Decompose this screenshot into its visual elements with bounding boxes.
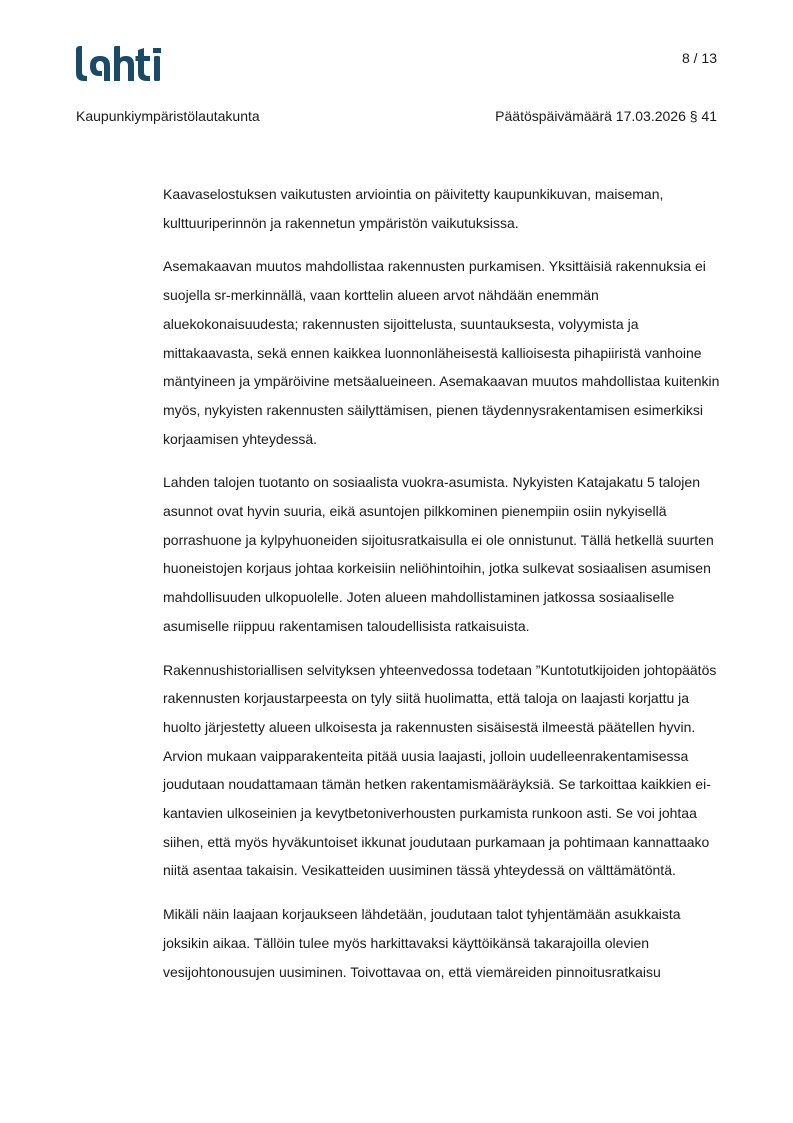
page-number: 8 / 13 [681, 50, 717, 66]
decision-date: Päätöspäivämäärä 17.03.2026 § 41 [495, 108, 717, 124]
paragraph: Rakennushistoriallisen selvityksen yhteenvedossa todetaan ”Kuntotutkijoiden johtopäätös rakennusten korjaustarpeesta on tyly siitä huolimatta, että taloja on laajasti korjattu ja huolto järjestetty alueen ulkoisesta ja rakennusten sisäisestä ilmeestä päätellen hyvin. Arvion mukaan vaipparakenteita pitää uusia laajasti, jolloin uudelleenrakentamisessa joudutaan noudattamaan tämän hetken rakentamismääräyksiä. Se tarkoittaa kaikkien ei-kantavien ulkoseinien ja kevytbetoniverhousten purkamista runkoon asti. Se voi johtaa siihen, että myös hyväkuntoiset ikkunat joudutaan purkamaan ja pohtimaan kannattaako niitä asentaa takaisin. Vesikatteiden uusiminen tässä yhteydessä on välttämätöntä. [163, 661, 717, 879]
paragraph: Lahden talojen tuotanto on sosiaalista vuokra-asumista. Nykyisten Katajakatu 5 talojen asunnot ovat hyvin suuria, eikä asuntojen pilkkominen pienempiin osiin nykyisellä porrashuone ja kylpyhuoneiden sijoitusratkaisulla ei ole onnistunut. Tällä hetkellä suurten huoneistojen korjaus johtaa korkeisiin neliöhintoihin, jotka sulkevat sosiaalisen asumisen mahdollisuuden ulkopuolelle. Joten alueen mahdollistaminen jatkossa sosiaaliselle asumiselle riippuu rakentamisen taloudellisista ratkaisuista. [163, 474, 714, 634]
paragraph: Kaavaselostuksen vaikutusten arviointia on päivitetty kaupunkikuvan, maiseman, kulttuuriperinnön ja rakennetun ympäristön vaikutuksissa. [163, 186, 664, 231]
document-header [76, 108, 717, 124]
lahti-logo [76, 46, 168, 82]
document-body [163, 180, 728, 1001]
committee-name: Kaupunkiympäristölautakunta [76, 108, 260, 124]
paragraph: Asemakaavan muutos mahdollistaa rakennusten purkamisen. Yksittäisiä rakennuksia ei suojella sr-merkinnällä, vaan korttelin alueen arvot nähdään enemmän aluekokonaisuudesta; rakennusten sijoittelusta, suuntauksesta, volyymista ja mittakaavasta, sekä ennen kaikkea luonnonläheisestä kallioisesta pihapiiristä vanhoine mäntyineen ja ympäröivine metsäalueineen. Asemakaavan muutos mahdollistaa kuitenkin myös, nykyisten rakennusten säilyttämisen, pienen täydennysrakentamisen esimerkiksi korjaamisen yhteydessä. [163, 258, 720, 447]
paragraph: Mikäli näin laajaan korjaukseen lähdetään, joudutaan talot tyhjentämään asukkaista joksikin aikaa. Tällöin tulee myös harkittavaksi käyttöikänsä takarajoilla olevien vesijohtonousujen uusiminen. Toivottavaa on, että viemäreiden pinnoitusratkaisu [163, 906, 681, 980]
